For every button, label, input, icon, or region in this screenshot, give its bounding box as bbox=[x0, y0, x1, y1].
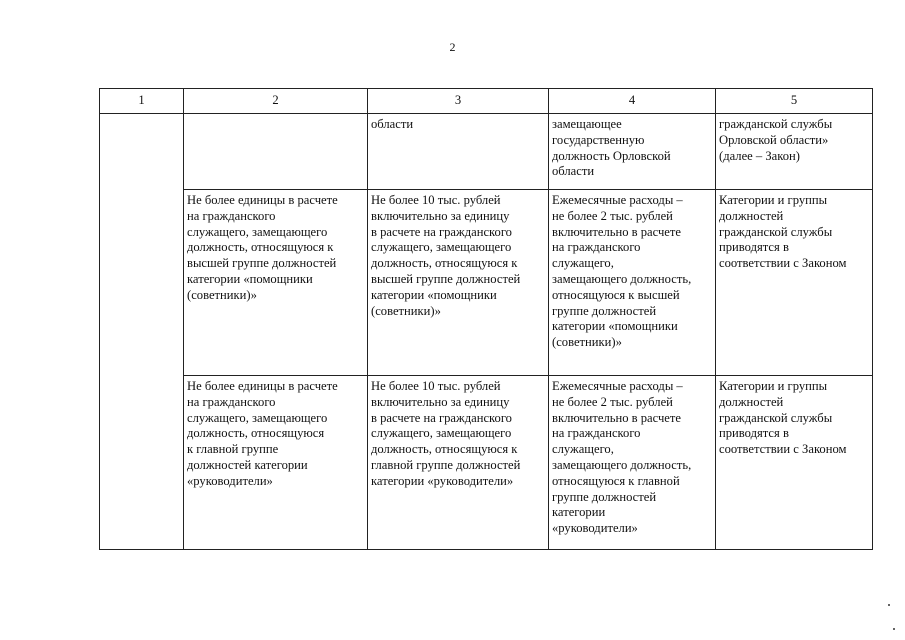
table-cell: Ежемесячные расходы – не более 2 тыс. рублей включительно в расчете на гражданского служащего, замещающего должность, относящуюся к высшей группе должностей категории «помощники (советники)» bbox=[549, 190, 716, 376]
column-header: 5 bbox=[716, 89, 873, 114]
scan-artifact bbox=[888, 604, 890, 606]
table-cell: Не более 10 тыс. рублей включительно за единицу в расчете на гражданского служащего, замещающего должность, относящуюся к высшей группе должностей категории «помощники (советники)» bbox=[368, 190, 549, 376]
table-row bbox=[100, 114, 873, 190]
column-header: 3 bbox=[368, 89, 549, 114]
column-header: 4 bbox=[549, 89, 716, 114]
table-cell: Категории и группы должностей гражданской службы приводятся в соответствии с Законом bbox=[716, 376, 873, 550]
table-cell-column-1 bbox=[100, 114, 184, 550]
table-cell: Не более единицы в расчете на гражданского служащего, замещающего должность, относящуюся к главной группе должностей категории «руководители» bbox=[184, 376, 368, 550]
column-header: 1 bbox=[100, 89, 184, 114]
table-cell bbox=[184, 114, 368, 190]
table-cell: Не более единицы в расчете на гражданского служащего, замещающего должность, относящуюся к высшей группе должностей категории «помощники (советники)» bbox=[184, 190, 368, 376]
table-cell: области bbox=[368, 114, 549, 190]
document-table bbox=[99, 88, 873, 550]
table-cell: замещающее государственную должность Орловской области bbox=[549, 114, 716, 190]
table-row bbox=[100, 190, 873, 376]
scan-artifact bbox=[893, 628, 895, 630]
table-row bbox=[100, 376, 873, 550]
table-cell: Не более 10 тыс. рублей включительно за единицу в расчете на гражданского служащего, замещающего должность, относящуюся к главной группе должностей категории «руководители» bbox=[368, 376, 549, 550]
table-cell: гражданской службы Орловской области» (далее – Закон) bbox=[716, 114, 873, 190]
page-number: 2 bbox=[449, 40, 456, 54]
table-cell: Категории и группы должностей гражданской службы приводятся в соответствии с Законом bbox=[716, 190, 873, 376]
table-header-row bbox=[100, 89, 873, 114]
table-cell: Ежемесячные расходы – не более 2 тыс. рублей включительно в расчете на гражданского служащего, замещающего должность, относящуюся к главной группе должностей категории «руководители» bbox=[549, 376, 716, 550]
column-header: 2 bbox=[184, 89, 368, 114]
